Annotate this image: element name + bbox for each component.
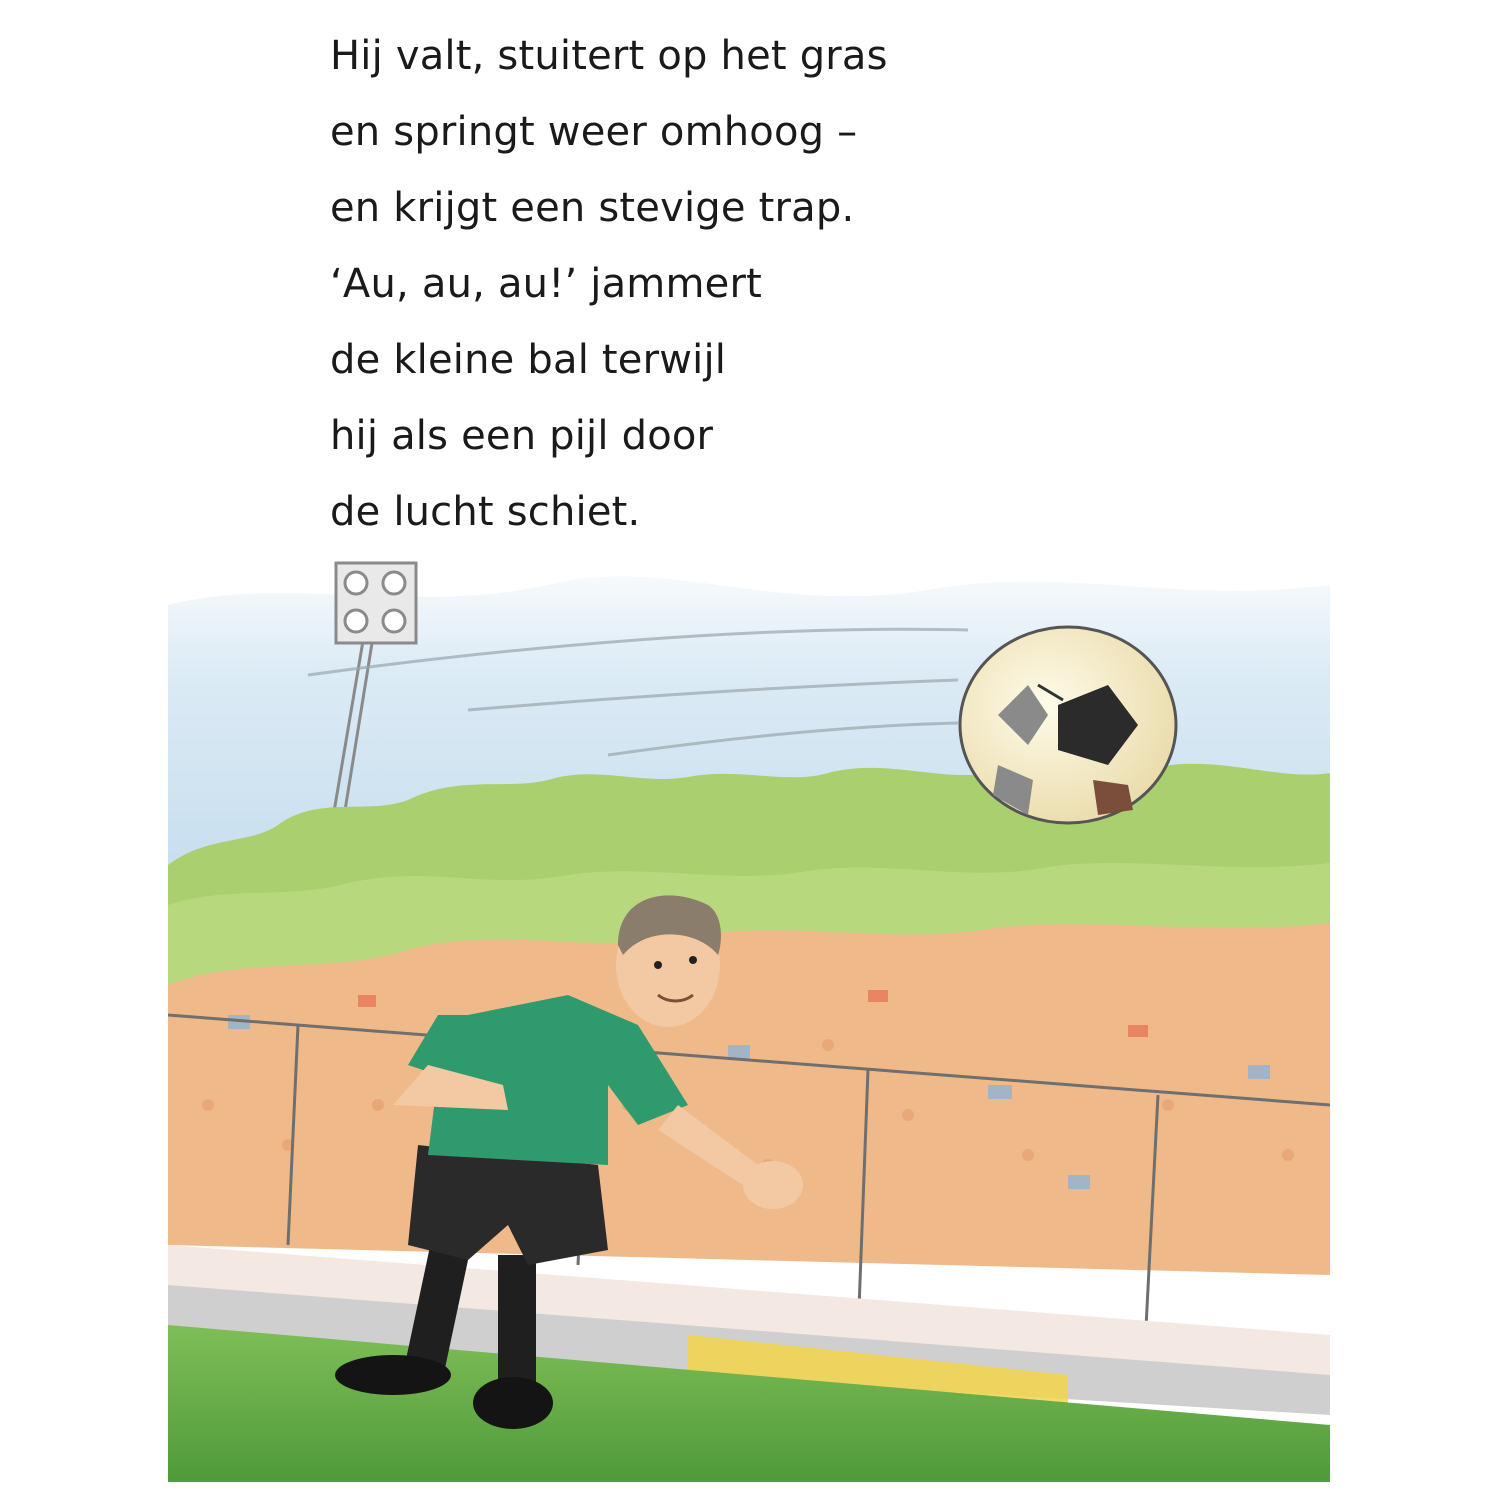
story-line-2: en springt weer omhoog – [330, 109, 858, 155]
story-line-1: Hij valt, stuitert op het gras [330, 33, 888, 79]
crowd [168, 923, 1330, 1275]
story-line-5: de kleine bal terwijl [330, 337, 727, 383]
football [960, 627, 1176, 823]
stadium-illustration [168, 545, 1330, 1482]
story-line-4: ‘Au, au, au!’ jammert [330, 261, 762, 307]
story-line-3: en krijgt een stevige trap. [330, 185, 855, 231]
story-text [330, 18, 1230, 550]
story-line-7: de lucht schiet. [330, 489, 641, 535]
story-line-6: hij als een pijl door [330, 413, 714, 459]
